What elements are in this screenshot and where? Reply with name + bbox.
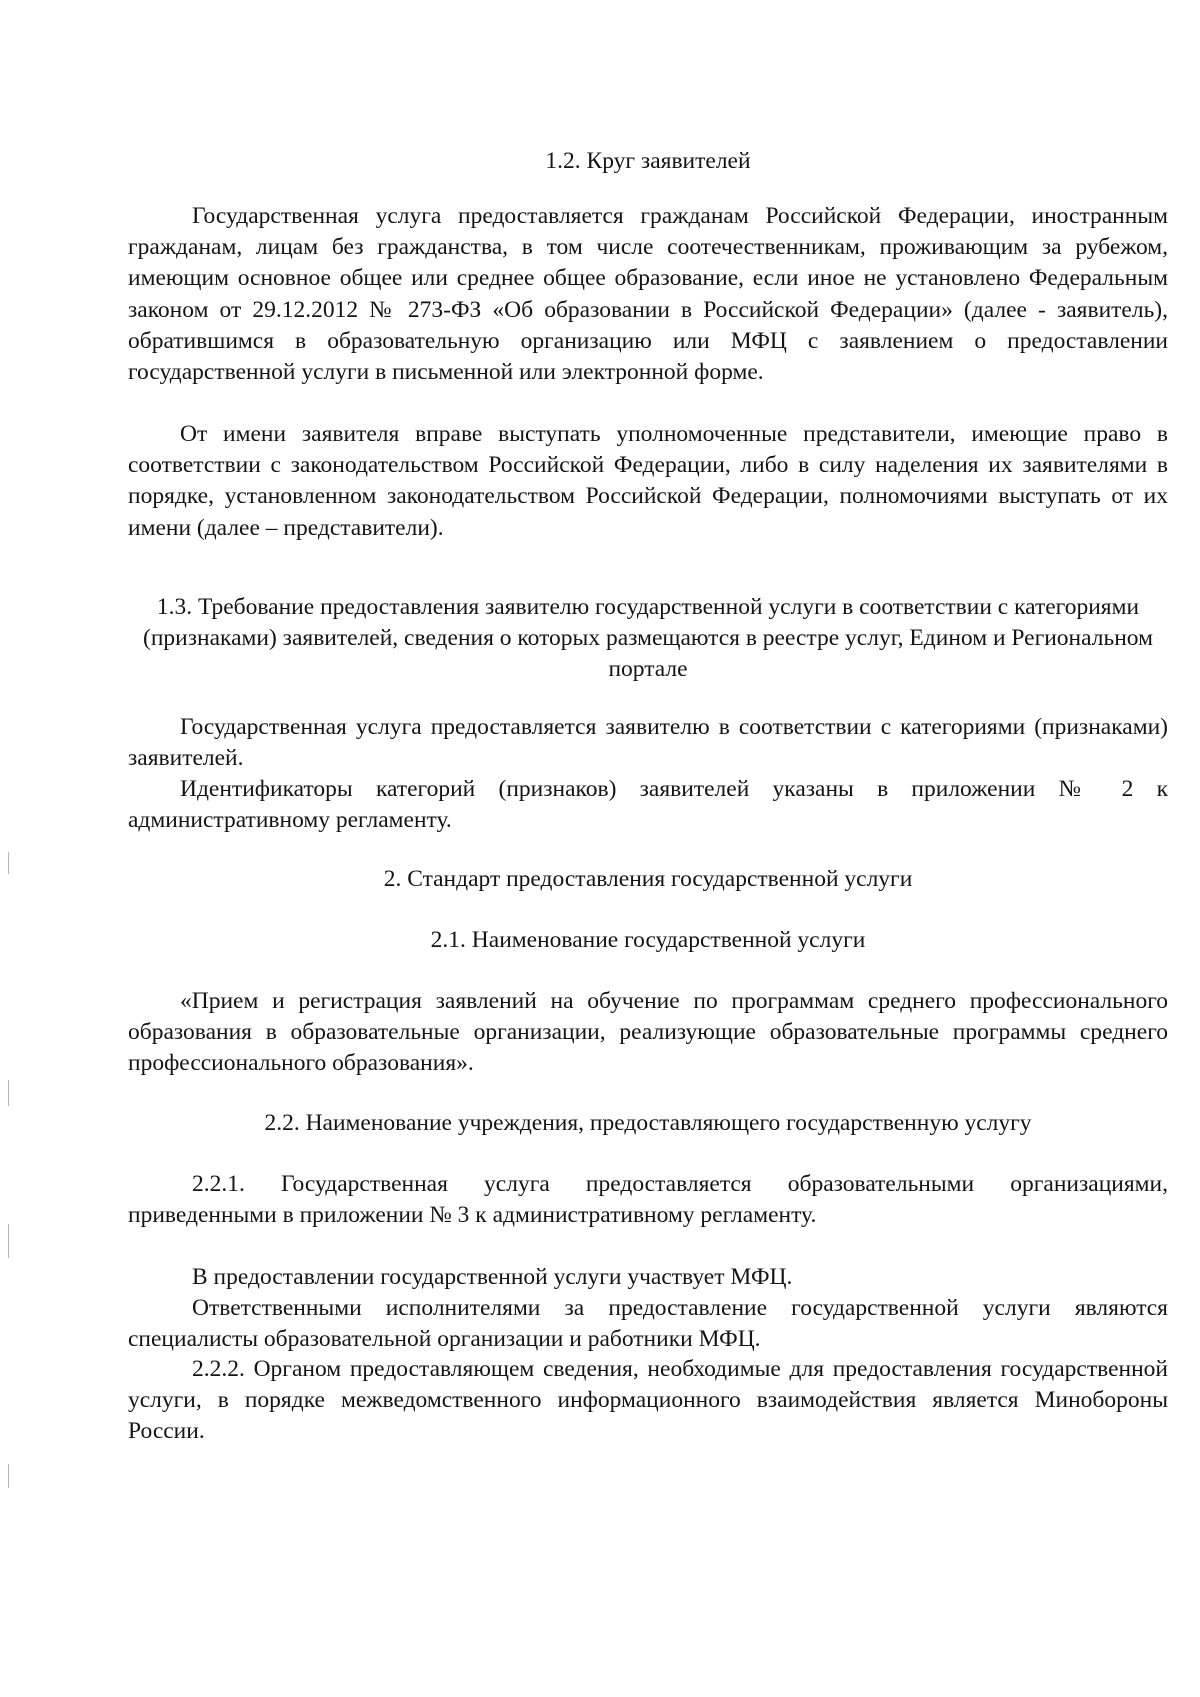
section-1-2-paragraph-1: Государственная услуга предоставляется гражданам Российской Федерации, иностранным гражданам, лицам без гражданства, в том числе соотечественникам, проживающим за рубежом, имеющим основное общее или среднее общее образование, если иное не установлено Федеральным законом от 29.12.2012 № 273-ФЗ «Об образовании в Российской Федерации» (далее - заявитель), обратившимся в образовательную организацию или МФЦ с заявлением о предоставлении государственной услуги в письменной или электронной форме. [128, 203, 1168, 386]
scan-artifact [8, 1224, 9, 1258]
section-2-2-paragraph-2: В предоставлении государственной услуги участвует МФЦ. [192, 1264, 793, 1290]
section-2-2-paragraph-3: Ответственными исполнителями за предоставление государственной услуги являются специалисты образовательной организации и работники МФЦ. [128, 1295, 1168, 1353]
section-1-3-paragraph-2: Идентификаторы категорий (признаков) заявителей указаны в приложении № 2 к административному регламенту. [128, 776, 1168, 834]
scan-artifact [8, 852, 9, 874]
section-1-2-paragraph-2: От имени заявителя вправе выступать уполномоченные представители, имеющие право в соответствии с законодательством Российской Федерации, либо в силу наделения их заявителями в порядке, установленном законодательством Российской Федерации, полномочиями выступать от их имени (далее – представители). [128, 421, 1168, 541]
section-1-2-title: 1.2. Круг заявителей [545, 148, 751, 174]
section-1-3-title: 1.3. Требование предоставления заявителю государственной услуги в соответствии с категориями (признаками) заявителей, сведения о которых размещаются в реестре услуг, Едином и Региональном портале [143, 594, 1153, 682]
section-2-1-paragraph-1: «Прием и регистрация заявлений на обучение по программам среднего профессионального образования в образовательные организации, реализующие образовательные программы среднего профессионального образования». [128, 988, 1168, 1077]
section-2-title: 2. Стандарт предоставления государственной услуги [383, 866, 913, 892]
section-2-2-paragraph-4: 2.2.2. Органом предоставляющем сведения, необходимые для предоставления государственной услуги, в порядке межведомственного информационного взаимодействия является Минобороны России. [128, 1356, 1168, 1445]
section-1-3-paragraph-1: Государственная услуга предоставляется заявителю в соответствии с категориями (признаками) заявителей. [128, 714, 1168, 772]
document-page [128, 0, 1168, 1697]
scan-artifact [8, 1080, 9, 1106]
scan-artifact [8, 1464, 9, 1488]
section-2-2-title: 2.2. Наименование учреждения, предоставляющего государственную услугу [264, 1110, 1032, 1136]
section-2-1-title: 2.1. Наименование государственной услуги [430, 927, 866, 953]
section-2-2-paragraph-1: 2.2.1. Государственная услуга предоставляется образовательными организациями, приведенными в приложении № 3 к административному регламенту. [128, 1171, 1168, 1229]
